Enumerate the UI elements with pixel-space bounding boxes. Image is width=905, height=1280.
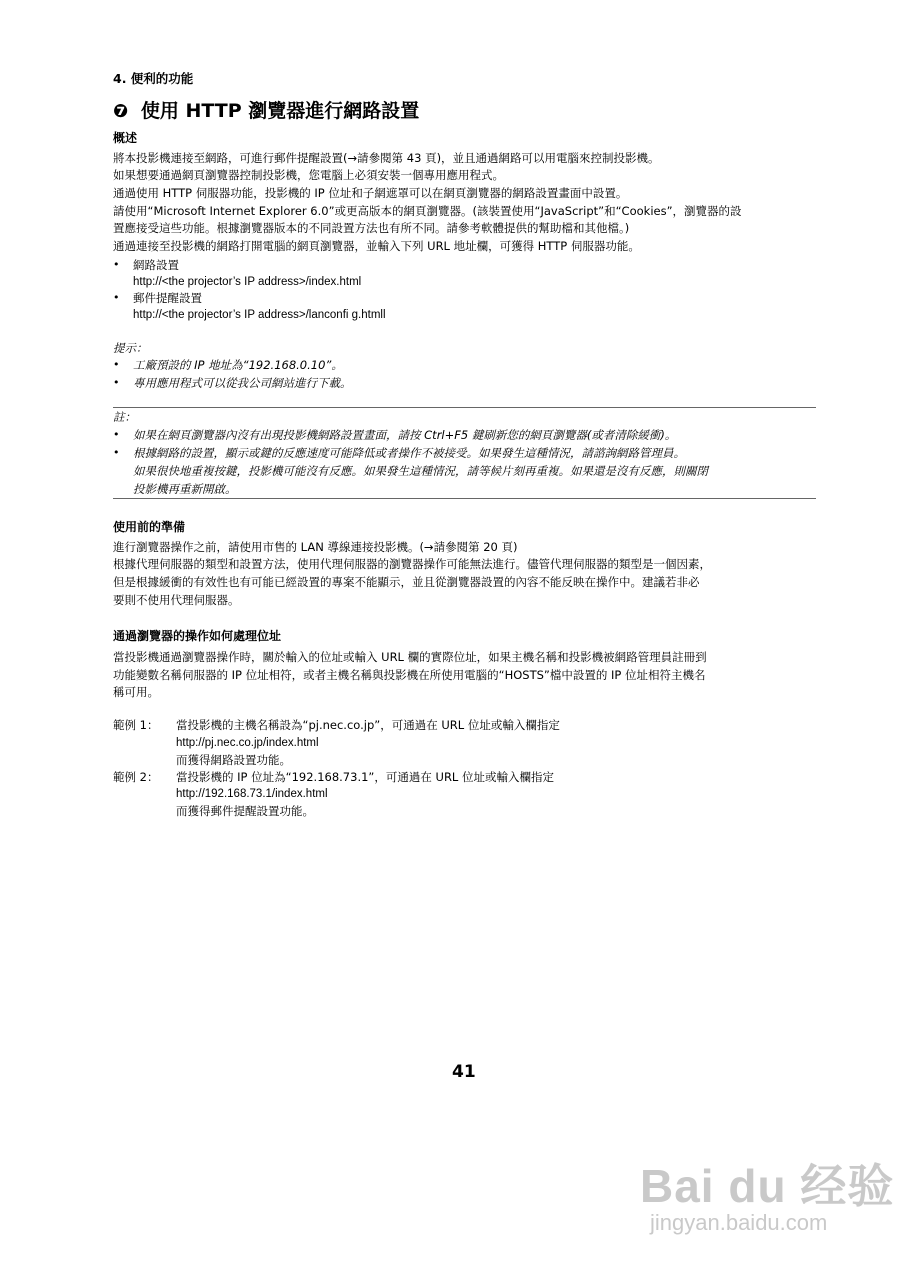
- tip-item: 工廠預設的 IP 地址為“192.168.0.10”。: [133, 358, 343, 372]
- url-item-label: 網路設置: [133, 258, 179, 272]
- example-url: http://pj.nec.co.jp/index.html: [176, 737, 319, 749]
- overview-line: 請使用“Microsoft Internet Explorer 6.0”或更高版本的網頁瀏覽器。(該裝置使用“JavaScript”和“Cookies”，瀏覽器的設: [113, 204, 742, 218]
- example-line: 而獲得郵件提醒設置功能。: [176, 804, 314, 818]
- overview-line: 通過使用 HTTP 伺服器功能，投影機的 IP 位址和子網遮罩可以在網頁瀏覽器的網路設置畫面中設置。: [113, 186, 628, 200]
- address-line: 功能變數名稱伺服器的 IP 位址相符，或者主機名稱與投影機在所使用電腦的“HOSTS”檔中設置的 IP 位址相符主機名: [113, 668, 706, 682]
- example-url: http://192.168.73.1/index.html: [176, 788, 328, 800]
- overview-line: 置應接受這些功能。根據瀏覽器版本的不同設置方法也有所不同。請參考軟體提供的幫助檔和其他檔。): [113, 221, 630, 235]
- url-item-label: 郵件提醒設置: [133, 291, 202, 305]
- url-item-link: http://<the projector’s IP address>/lanconfi g.htmll: [133, 309, 386, 321]
- bullet-icon: •: [113, 446, 120, 459]
- note-top-rule: [113, 407, 816, 408]
- section-title: 使用 HTTP 瀏覽器進行網路設置: [140, 100, 420, 122]
- chapter-header: 4. 便利的功能: [113, 71, 194, 86]
- preparation-line: 根據代理伺服器的類型和設置方法，使用代理伺服器的瀏覽器操作可能無法進行。儘管代理伺服器的類型是一個因素，: [113, 557, 711, 571]
- page-number: 41: [452, 1062, 476, 1082]
- note-heading: 註：: [113, 410, 136, 424]
- note-item: 如果很快地重複按鍵，投影機可能沒有反應。如果發生這種情況，請等候片刻再重複。如果還是沒有反應，則關閉: [133, 464, 708, 478]
- overview-line: 將本投影機連接至網路，可進行郵件提醒設置(→請參閱第 43 頁)，並且通過網路可以用電腦來控制投影機。: [113, 151, 660, 165]
- bullet-icon: •: [113, 358, 120, 371]
- preparation-heading: 使用前的準備: [113, 520, 186, 534]
- example-label: 範例 2：: [113, 770, 159, 784]
- example-line: 當投影機的主機名稱設為“pj.nec.co.jp”，可通過在 URL 位址或輸入欄指定: [176, 718, 560, 732]
- note-item: 根據網路的設置，顯示或鍵的反應速度可能降低或者操作不被接受。如果發生這種情況，請諮詢網路管理員。: [133, 446, 685, 460]
- bullet-icon: •: [113, 428, 120, 441]
- bullet-icon: •: [113, 376, 120, 389]
- preparation-line: 要則不使用代理伺服器。: [113, 593, 240, 607]
- preparation-line: 但是根據緩衝的有效性也有可能已經設置的專案不能顯示，並且從瀏覽器設置的內容不能反映在操作中。建議若非必: [113, 575, 700, 589]
- url-item-link: http://<the projector’s IP address>/index.html: [133, 276, 362, 288]
- section-number-icon: ❼: [113, 101, 129, 122]
- note-item: 投影機再重新開啟。: [133, 482, 237, 496]
- address-line: 稱可用。: [113, 685, 159, 699]
- tip-item: 專用應用程式可以從我公司網站進行下載。: [133, 376, 352, 390]
- baidu-watermark-logo: Bai du 经验: [640, 1160, 895, 1212]
- example-line: 當投影機的 IP 位址為“192.168.73.1”，可通過在 URL 位址或輸入欄指定: [176, 770, 554, 784]
- overview-line: 如果想要通過網頁瀏覽器控制投影機，您電腦上必須安裝一個專用應用程式。: [113, 168, 504, 182]
- tip-heading: 提示：: [113, 341, 148, 355]
- note-item: 如果在網頁瀏覽器內沒有出現投影機網路設置畫面，請按 Ctrl+F5 鍵刷新您的網頁瀏覽器(或者清除緩衝)。: [133, 428, 677, 442]
- address-line: 當投影機通過瀏覽器操作時，關於輸入的位址或輸入 URL 欄的實際位址，如果主機名稱和投影機被網路管理員註冊到: [113, 650, 707, 664]
- section-title-row: [113, 96, 419, 123]
- bullet-icon: •: [113, 291, 120, 304]
- note-bottom-rule: [113, 498, 816, 499]
- overview-line: 通過連接至投影機的網路打開電腦的網頁瀏覽器，並輸入下列 URL 地址欄，可獲得 HTTP 伺服器功能。: [113, 239, 640, 253]
- preparation-line: 進行瀏覽器操作之前，請使用市售的 LAN 導線連接投影機。(→請參閱第 20 頁): [113, 540, 518, 554]
- bullet-icon: •: [113, 258, 120, 271]
- overview-heading: 概述: [113, 131, 138, 145]
- baidu-watermark-url: jingyan.baidu.com: [650, 1210, 828, 1235]
- example-label: 範例 1：: [113, 718, 159, 732]
- example-line: 而獲得網路設置功能。: [176, 753, 291, 767]
- address-heading: 通過瀏覽器的操作如何處理位址: [113, 629, 282, 643]
